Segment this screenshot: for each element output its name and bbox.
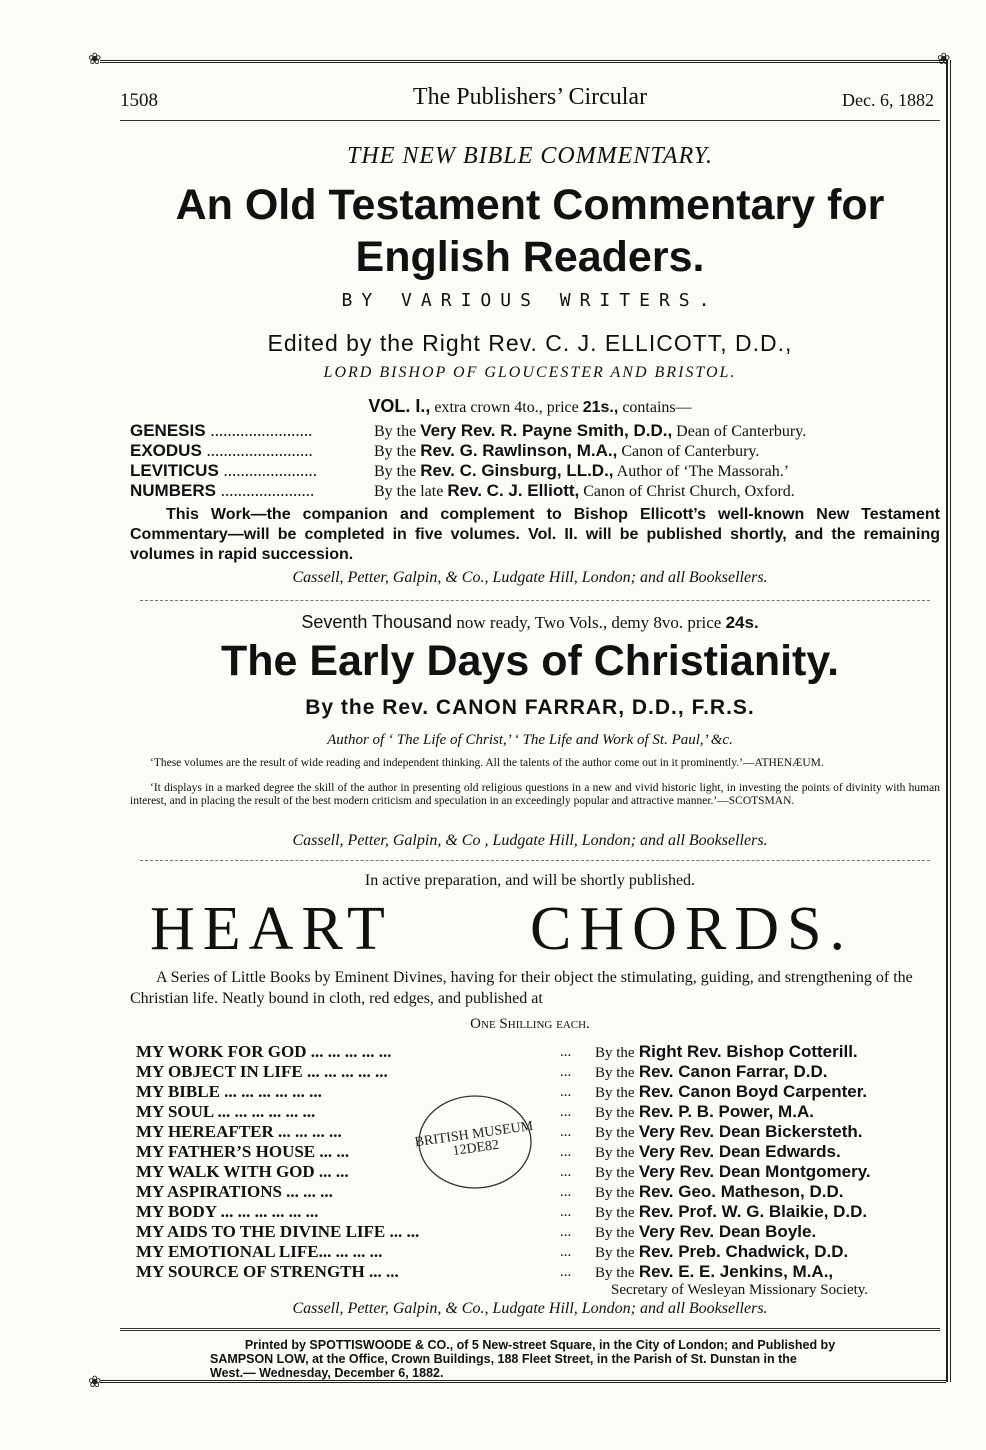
ad1-publisher: Cassell, Petter, Galpin, & Co., Ludgate Hill, London; and all Booksellers. xyxy=(292,569,768,586)
list-item: By the Very Rev. Dean Bickersteth. xyxy=(595,1122,863,1141)
ad2-review-scotsman: ‘It displays in a marked degree the skill of the author in presenting old religious questions in a new and vivid historic light, in investing the points of divinity with human interest, and in placing the result of the best modern criticism and speculation in an exceedingly popular and attractive manner.’—SCOTSMAN. xyxy=(130,782,940,807)
list-item: MY AIDS TO THE DIVINE LIFE ... ... xyxy=(136,1222,420,1241)
author-desc: Author of ‘The Massorah.’ xyxy=(616,463,790,480)
ad1-title-line2: English Readers. xyxy=(355,233,705,281)
ad1-editor: Edited by the Right Rev. C. J. ELLICOTT, D.D., xyxy=(267,330,793,356)
by-prefix: By the xyxy=(374,443,417,460)
corner-ornament-icon: ❀ xyxy=(937,51,951,68)
ad2-price: 24s. xyxy=(725,613,759,632)
list-item: By the Rev. Prof. W. G. Blaikie, D.D. xyxy=(595,1202,868,1221)
library-stamp xyxy=(415,1092,535,1192)
ad2-author-works: Author of ‘ The Life of Christ,’ ‘ The Life and Work of St. Paul,’ &c. xyxy=(327,732,733,748)
ad3-title-chords: CHORDS. xyxy=(530,895,854,963)
leader-dots: ...................... xyxy=(223,461,318,480)
list-item: By the Rev. Geo. Matheson, D.D. xyxy=(595,1182,844,1201)
imprint-line2: SAMPSON LOW, at the Office, Crown Buildings, 188 Fleet Street, in the Parish of St. Dunstan in the xyxy=(210,1352,797,1366)
ad3-title xyxy=(150,894,940,964)
leader-dots: ...................... xyxy=(220,481,315,500)
ad1-editor-title: LORD BISHOP OF GLOUCESTER AND BRISTOL. xyxy=(323,364,737,381)
ad3-title-heart: HEART xyxy=(150,895,393,963)
page-header xyxy=(120,84,940,114)
publication-title: The Publishers’ Circular xyxy=(412,84,648,110)
list-item: MY BODY ... ... ... ... ... ... xyxy=(136,1202,319,1221)
list-item: By the Rev. Canon Boyd Carpenter. xyxy=(595,1082,868,1101)
list-item: MY SOUL ... ... ... ... ... ... xyxy=(136,1102,316,1121)
footer-rule xyxy=(120,1328,940,1331)
author-desc: Canon of Canterbury. xyxy=(621,443,760,460)
page-number: 1508 xyxy=(120,90,158,111)
ad2-availability: now ready, Two Vols., demy 8vo. price xyxy=(456,613,722,632)
section-rule xyxy=(140,600,930,601)
author-desc: Dean of Canterbury. xyxy=(676,423,807,440)
section-rule xyxy=(140,860,930,861)
imprint-line3: West.— Wednesday, December 6, 1882. xyxy=(210,1366,444,1380)
list-item: MY SOURCE OF STRENGTH ... ... xyxy=(136,1262,399,1281)
corner-ornament-icon: ❀ xyxy=(88,51,102,68)
book-name: GENESIS xyxy=(130,421,206,440)
list-item: By the Right Rev. Bishop Cotterill. xyxy=(595,1042,858,1061)
top-border-rule xyxy=(100,60,946,63)
by-prefix: By the late xyxy=(374,483,444,500)
leader-dots: ........................ xyxy=(210,421,313,440)
list-item: MY HEREAFTER ... ... ... ... xyxy=(136,1122,342,1141)
ad3-preparation: In active preparation, and will be shortly published. xyxy=(364,872,696,889)
list-item: By the Very Rev. Dean Boyle. xyxy=(595,1222,817,1241)
list-item: Secretary of Wesleyan Missionary Society. xyxy=(611,1282,869,1298)
list-item: By the Rev. Canon Farrar, D.D. xyxy=(595,1062,828,1081)
ad1-volume: VOL. I., xyxy=(368,396,431,416)
ad1-title-line1: An Old Testament Commentary for xyxy=(175,181,885,229)
list-item: By the Very Rev. Dean Edwards. xyxy=(595,1142,841,1161)
author-name: Rev. C. Ginsburg, LL.D., xyxy=(420,461,614,480)
ad1-contents-row xyxy=(130,481,940,501)
issue-date: Dec. 6, 1882 xyxy=(842,90,934,110)
bottom-border-rule xyxy=(100,1380,946,1383)
list-item: MY BIBLE ... ... ... ... ... ... xyxy=(136,1082,322,1101)
right-border-rule xyxy=(946,60,948,1382)
ad1-volume-line xyxy=(120,396,940,417)
ad2-edition-line xyxy=(120,612,940,633)
leader-dots: ......................... xyxy=(206,441,313,460)
author-desc: Canon of Christ Church, Oxford. xyxy=(583,483,795,500)
ad2-title: The Early Days of Christianity. xyxy=(220,637,840,685)
book-name: EXODUS xyxy=(130,441,202,460)
ad3-price: One Shilling each. xyxy=(470,1016,590,1032)
ad3-leader-column: ... ... ... ... ... ... ... ... ... ... ... ... xyxy=(560,1044,572,1280)
list-item: By the Rev. E. E. Jenkins, M.A., xyxy=(595,1262,834,1281)
ad3-description: A Series of Little Books by Eminent Divines, having for their object the stimulating, guiding, and strengthening of the Christian life. Neatly bound in cloth, red edges, and published at xyxy=(130,969,913,1007)
ad3-publisher: Cassell, Petter, Galpin, & Co., Ludgate Hill, London; and all Booksellers. xyxy=(292,1300,768,1317)
by-prefix: By the xyxy=(374,463,417,480)
list-item: By the Very Rev. Dean Montgomery. xyxy=(595,1162,871,1181)
ad1-contents-row xyxy=(130,421,940,441)
corner-ornament-icon: ❀ xyxy=(88,1374,102,1391)
ad1-contains: contains— xyxy=(622,399,692,416)
ad1-contents-row xyxy=(130,461,940,481)
list-item: MY WALK WITH GOD ... ... xyxy=(136,1162,349,1181)
author-name: Very Rev. R. Payne Smith, D.D., xyxy=(420,421,673,440)
ad1-price: 21s., xyxy=(582,399,619,416)
list-item: By the Rev. P. B. Power, M.A. xyxy=(595,1102,814,1121)
ad2-review-athenaeum: ‘These volumes are the result of wide reading and independent thinking. All the talents of the author come out in it prominently.’—ATHENÆUM. xyxy=(150,757,824,769)
imprint-line1: Printed by SPOTTISWOODE & CO., of 5 New-street Square, in the City of London; and Published by xyxy=(244,1338,836,1352)
by-prefix: By the xyxy=(374,423,417,440)
ad2-author: By the Rev. CANON FARRAR, D.D., F.R.S. xyxy=(305,696,755,719)
ad1-by-line: BY VARIOUS WRITERS. xyxy=(341,290,719,311)
header-rule xyxy=(120,120,940,121)
list-item: MY OBJECT IN LIFE ... ... ... ... ... xyxy=(136,1062,388,1081)
ad2-publisher: Cassell, Petter, Galpin, & Co , Ludgate Hill, London; and all Booksellers. xyxy=(292,832,768,849)
ad3-book-authors xyxy=(595,1042,940,1302)
list-item: MY EMOTIONAL LIFE... ... ... ... xyxy=(136,1242,383,1261)
list-item: MY WORK FOR GOD ... ... ... ... ... xyxy=(136,1042,392,1061)
ad1-kicker: THE NEW BIBLE COMMENTARY. xyxy=(347,143,713,169)
list-item: MY FATHER’S HOUSE ... ... xyxy=(136,1142,350,1161)
ad1-paragraph: This Work—the companion and complement to Bishop Ellicott’s well-known New Testament Commentary—will be completed in five volumes. Vol. II. will be published shortly, and the remaining volumes in rapid succession. xyxy=(130,506,940,563)
author-name: Rev. G. Rawlinson, M.A., xyxy=(420,441,618,460)
list-item: MY ASPIRATIONS ... ... ... xyxy=(136,1182,333,1201)
stamp-text: BRITISH MUSEUM 12DE82 xyxy=(413,1118,535,1160)
book-name: NUMBERS xyxy=(130,481,216,500)
ad1-format: extra crown 4to., price xyxy=(434,399,579,416)
ad2-edition: Seventh Thousand xyxy=(301,612,453,632)
book-name: LEVITICUS xyxy=(130,461,219,480)
list-item: By the Rev. Preb. Chadwick, D.D. xyxy=(595,1242,849,1261)
right-border-rule-inner xyxy=(950,60,951,1382)
ad1-contents-row xyxy=(130,441,940,461)
author-name: Rev. C. J. Elliott, xyxy=(447,481,580,500)
